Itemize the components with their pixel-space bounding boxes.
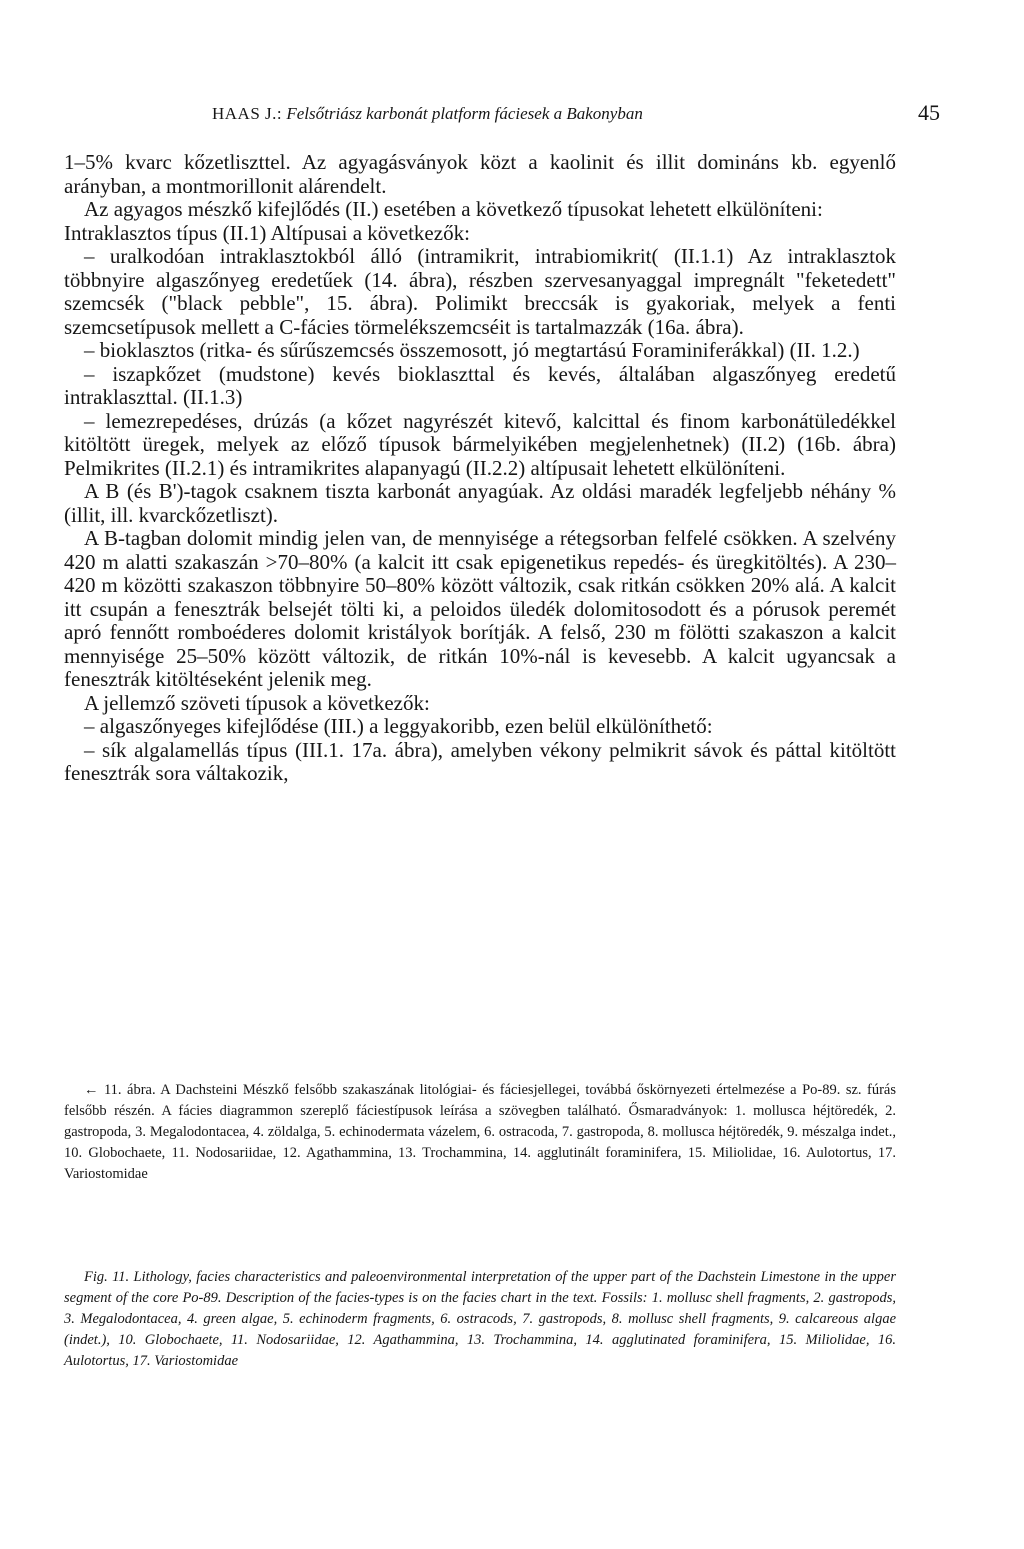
list-item: – lemezrepedéses, drúzás (a kőzet nagyrészét kitevő, kalcittal és finom karbonátüledékkel kitöltött üregek, melyek az előző típusok bármelyikében megjelenhetnek) (II.2) (16b. ábra) Pelmikrites (II.2.1) és intramikrites alapanyagú (II.2.2) altípusait lehetett elkülöníteni.: [64, 408, 896, 480]
page-number: 45: [918, 100, 940, 125]
list-item: – sík algalamellás típus (III.1. 17a. ábra), amelyben vékony pelmikrit sávok és páttal kitöltött fenesztrák sora váltakozik,: [64, 737, 896, 785]
header-title: Felsőtriász karbonát platform fáciesek a Bakonyban: [286, 104, 643, 123]
caption-text: ← 11. ábra. A Dachsteini Mészkő felsőbb szakaszának litológiai- és fáciesjellegei, továbbá őskörnyezeti értelmezése a Po-89. sz. fúrás felsőbb részén. A fácies diagrammon szereplő fáciestípusok leírása a szövegben található. Ősmaradványok: 1. mollusca héjtöredék, 2. gastropoda, 3. Megalodontacea, 4. zöldalga, 5. echinodermata vázelem, 6. ostracoda, 7. gastropoda, 8. mollusca héjtöredék, 9. mészalga indet., 10. Globochaete, 11. Nodosariidae, 12. Agathammina, 13. Trochammina, 14. agglutinált foraminifera, 15. Miliolidae, 16. Aulotortus, 17. Variostomidae: [64, 1082, 896, 1182]
paragraph: A jellemző szöveti típusok a következők:: [84, 690, 430, 715]
header-author: HAAS J.:: [212, 104, 283, 123]
paragraph: A B-tagban dolomit mindig jelen van, de mennyisége a rétegsorban felfelé csökken. A szelvény 420 m alatti szakaszán >70–80% (a kalcit itt csak epigenetikus repedés- és üregkitöltés). A 230–420 m közötti szakaszon többnyire 50–80% között változik, csak ritkán csökken 20% alá. A kalcit itt csupán a fenesztrák belsejét tölti ki, a peloidos üledék dolomitosodott és a pórusok peremét apró fennőtt romboéderes dolomit kristályok borítják. A felső, 230 m fölötti szakaszon a kalcit mennyisége 25–50% között változik, de ritkán 10%-nál is kevesebb. A kalcit ugyancsak a fenesztrák kitöltéseként jelenik meg.: [64, 526, 896, 691]
list-item: – algaszőnyeges kifejlődése (III.) a leggyakoribb, ezen belül elkülöníthető:: [84, 714, 713, 738]
figure-caption-english: [64, 1267, 896, 1372]
running-header: [212, 104, 643, 124]
paragraph: A B (és B')-tagok csaknem tiszta karbonát anyagúak. Az oldási maradék legfeljebb néhány % (illit, ill. kvarckőzetliszt).: [64, 479, 896, 527]
body-text: [64, 151, 896, 786]
list-item: – iszapkőzet (mudstone) kevés bioklaszttal és kevés, általában algaszőnyeg eredetű intraklaszttal. (II.1.3): [64, 361, 896, 409]
list-item: – bioklasztos (ritka- és sűrűszemcsés összemosott, jó megtartású Foraminiferákkal) (II. 1.2.): [84, 338, 860, 362]
paragraph: Intraklasztos típus (II.1) Altípusai a következők:: [64, 220, 470, 245]
paragraph: Az agyagos mészkő kifejlődés (II.) esetében a következő típusokat lehetett elkülöníteni:: [84, 197, 823, 221]
figure-caption-hungarian: [64, 1080, 896, 1185]
paragraph: 1–5% kvarc kőzetliszttel. Az agyagásványok közt a kaolinit és illit domináns kb. egyenlő arányban, a montmorillonit alárendelt.: [64, 150, 896, 198]
caption-text: Fig. 11. Lithology, facies characteristics and paleoenvironmental interpretation of the upper part of the Dachstein Limestone in the upper segment of the core Po-89. Description of the facies-types is on the facies chart in the text. Fossils: 1. mollusc shell fragments, 2. gastropods, 3. Megalodontacea, 4. green algae, 5. echinoderm fragments, 6. ostracods, 7. gastropods, 8. mollusc shell fragments, 9. calcareous algae (indet.), 10. Globochaete, 11. Nodosariidae, 12. Agathammina, 13. Trochammina, 14. agglutinated foraminifera, 15. Miliolidae, 16. Aulotortus, 17. Variostomidae: [64, 1269, 896, 1369]
list-item: – uralkodóan intraklasztokból álló (intramikrit, intrabiomikrit( (II.1.1) Az intraklasztok többnyire algaszőnyeg eredetűek (14. ábra), részben szervesanyaggal impregnált "feketedett" szemcsék ("black pebble", 15. ábra). Polimikt breccsák is gyakoriak, melyek a fenti szemcsetípusok mellett a C-fácies törmelékszemcséit is tartalmazzák (16a. ábra).: [64, 244, 896, 339]
